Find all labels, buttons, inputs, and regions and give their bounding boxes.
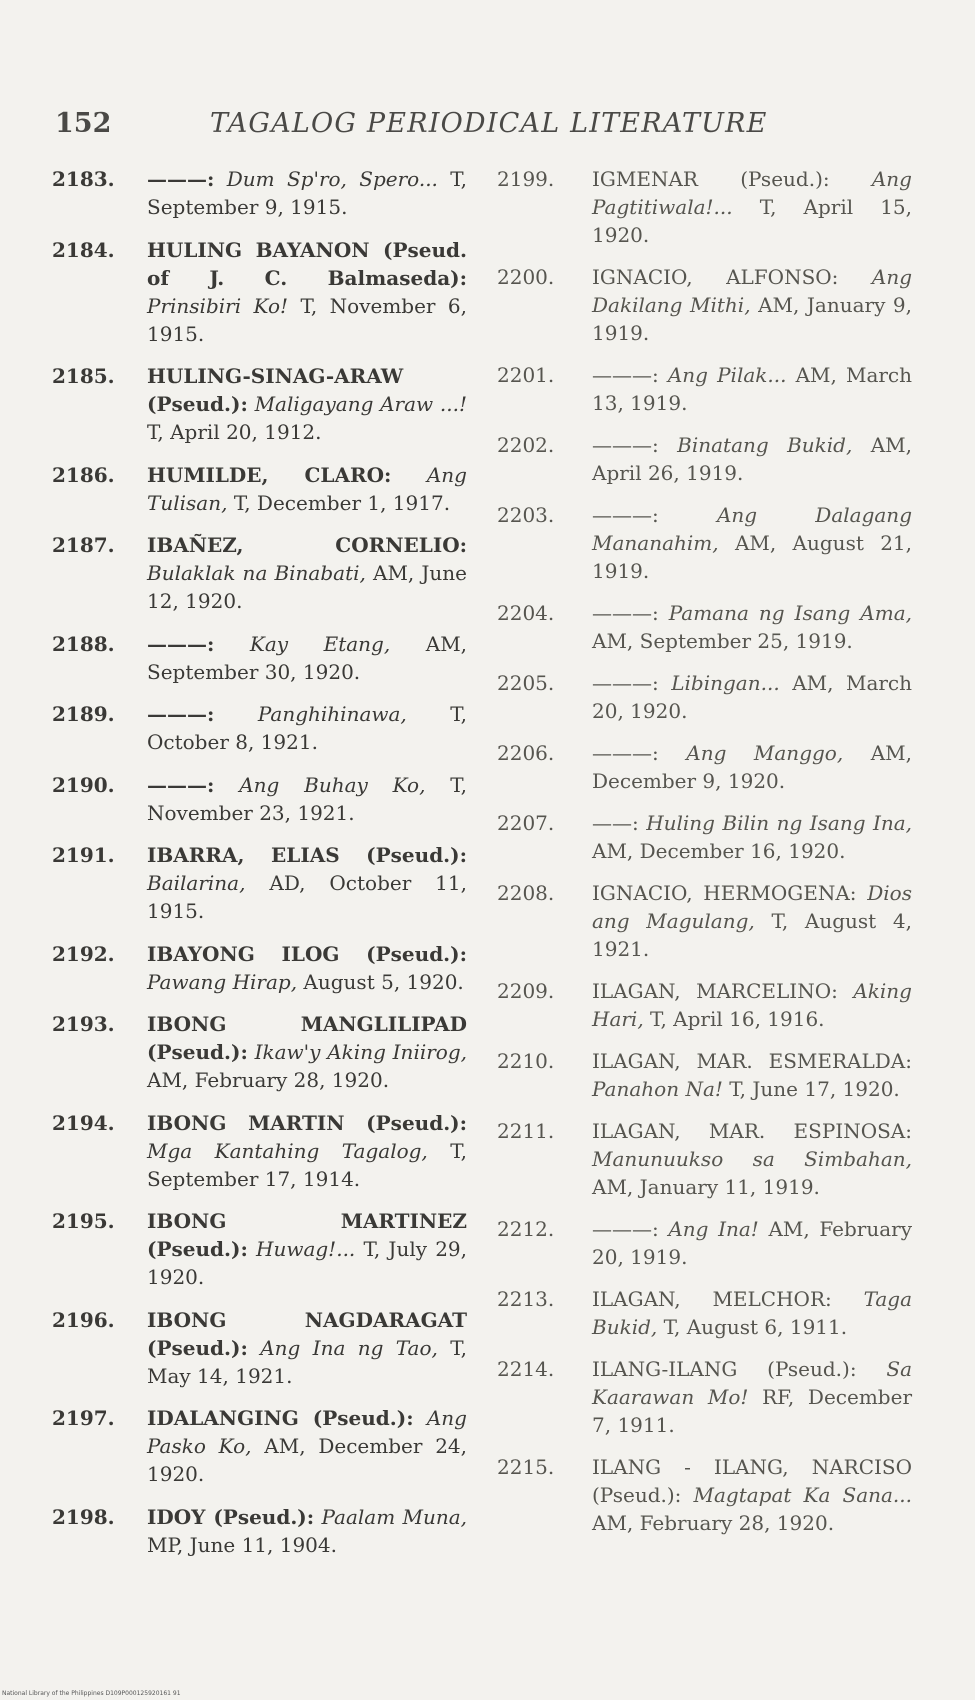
entry-author: ———:: [147, 167, 215, 191]
entry-text: [592, 669, 912, 725]
entry-text: [592, 361, 912, 417]
entry-title: Panahon Na!: [592, 1077, 723, 1101]
bibliography-entry: [497, 431, 912, 487]
entry-text: [147, 841, 467, 925]
entry-author: ———:: [592, 601, 659, 625]
bibliography-entry: [52, 771, 467, 827]
entry-text: [147, 940, 467, 996]
bibliography-entry: [52, 531, 467, 615]
bibliography-entry: [52, 940, 467, 996]
entry-title: Taga Bukid,: [592, 1287, 913, 1339]
bibliography-entry: [497, 1215, 912, 1271]
entry-author: ———:: [147, 702, 215, 726]
bibliography-entry: [497, 599, 912, 655]
entry-number: 2198.: [52, 1504, 115, 1529]
entry-source: T, September 17, 1914.: [147, 1138, 468, 1191]
entry-text: [592, 1047, 912, 1103]
entry-title: Ang Ina!: [668, 1217, 759, 1241]
entry-author: IBONG MARTINEZ (Pseud.):: [147, 1209, 467, 1261]
entry-text: [592, 739, 912, 795]
entry-title: Ang Tulisan,: [147, 462, 467, 515]
bibliography-entry: [497, 1047, 912, 1103]
entry-source: MP, June 11, 1904.: [147, 1532, 337, 1557]
entry-number: 2205.: [497, 671, 555, 695]
entry-title: Ang Pilak...: [667, 363, 787, 387]
bibliography-entry: [52, 841, 467, 925]
bibliography-entry: [497, 1117, 912, 1201]
bibliography-entry: [497, 1355, 912, 1439]
entry-source: T, December 1, 1917.: [233, 490, 451, 515]
entry-author: ILAGAN, MARCELINO:: [592, 979, 838, 1003]
entry-number: 2183.: [52, 167, 115, 191]
entry-text: [147, 165, 467, 221]
entry-source: AM, March 20, 1920.: [592, 671, 913, 723]
entry-author: IBARRA, ELIAS (Pseud.):: [147, 843, 467, 867]
entry-title: Panghihinawa,: [257, 702, 407, 726]
entry-source: T, October 8, 1921.: [147, 702, 467, 754]
entry-source: T, November 23, 1921.: [147, 772, 468, 825]
bibliography-entry: [52, 1010, 467, 1094]
left-column: [52, 165, 467, 1573]
entry-number: 2199.: [497, 167, 555, 191]
entry-text: [592, 263, 912, 347]
entry-author: ILAGAN, MAR. ESMERALDA:: [592, 1049, 912, 1073]
entry-source: AD, October 11, 1915.: [147, 871, 467, 923]
entry-source: RF, December 7, 1911.: [592, 1385, 913, 1437]
entry-title: Huling Bilin ng Isang Ina,: [646, 811, 913, 835]
bibliography-entry: [52, 1503, 467, 1559]
entry-source: T, September 9, 1915.: [147, 167, 468, 219]
bibliography-entry: [52, 1404, 467, 1488]
bibliography-entry: [52, 1207, 467, 1291]
entry-number: 2215.: [497, 1455, 555, 1479]
entry-author: IDOY (Pseud.):: [147, 1504, 315, 1529]
entry-text: [592, 879, 912, 963]
entry-title: Dios ang Magulang,: [592, 881, 912, 933]
entry-text: [147, 531, 467, 615]
entry-number: 2213.: [497, 1287, 555, 1311]
entry-author: ILAGAN, MAR. ESPINOSA:: [592, 1119, 912, 1143]
entry-source: T, April 16, 1916.: [650, 1007, 825, 1031]
entry-title: Dum Sp'ro, Spero...: [226, 167, 438, 191]
entry-text: [147, 236, 467, 348]
entry-number: 2202.: [497, 433, 555, 457]
entry-text: [147, 1109, 467, 1193]
entry-number: 2211.: [497, 1119, 555, 1143]
entry-number: 2210.: [497, 1049, 555, 1073]
bibliography-entry: [52, 362, 467, 446]
entry-text: [147, 700, 467, 756]
entry-title: Mga Kantahing Tagalog,: [147, 1138, 428, 1163]
entry-title: Ang Dakilang Mithi,: [592, 265, 913, 317]
entry-title: Ang Manggo,: [686, 741, 844, 765]
bibliography-entry: [52, 236, 467, 348]
entry-source: AM, February 28, 1920.: [147, 1068, 390, 1092]
bibliography-entry: [497, 1453, 912, 1537]
bibliography-entry: [497, 739, 912, 795]
entry-author: IGMENAR (Pseud.):: [592, 167, 830, 191]
entry-title: Ang Pasko Ko,: [147, 1406, 467, 1458]
entry-author: HUMILDE, CLARO:: [147, 462, 392, 487]
bibliography-entry: [497, 165, 912, 249]
entry-text: [592, 431, 912, 487]
entry-number: 2194.: [52, 1110, 115, 1135]
entry-source: AM, August 21, 1919.: [592, 531, 912, 583]
entry-source: T, July 29, 1920.: [147, 1237, 468, 1289]
bibliography-entry: [52, 1306, 467, 1390]
entry-source: August 5, 1920.: [303, 969, 464, 994]
entry-author: ———:: [592, 433, 659, 457]
entry-title: Ang Ina ng Tao,: [260, 1335, 438, 1360]
entry-source: AM, December 16, 1920.: [592, 839, 846, 863]
bibliography-entry: [497, 809, 912, 865]
entry-author: IBAÑEZ, CORNELIO:: [147, 533, 467, 557]
entry-author: ILAGAN, MELCHOR:: [592, 1287, 832, 1311]
entry-number: 2185.: [52, 364, 115, 388]
entry-title: Ang Pagtitiwala!...: [592, 167, 912, 219]
entry-source: AM, March 13, 1919.: [592, 363, 913, 415]
entry-source: AM, February 28, 1920.: [592, 1511, 835, 1535]
entry-source: AM, December 9, 1920.: [592, 741, 912, 793]
entry-author: IBONG NAGDARAGAT (Pseud.):: [147, 1307, 467, 1360]
entry-text: [592, 1285, 912, 1341]
entry-text: [592, 1355, 912, 1439]
entry-number: 2195.: [52, 1209, 115, 1233]
entry-title: Libingan...: [671, 671, 780, 695]
entry-title: Ang Dalagang Mananahim,: [592, 503, 912, 555]
bibliography-entry: [497, 501, 912, 585]
bibliography-entry: [52, 165, 467, 221]
entry-text: [147, 630, 467, 686]
entry-title: Kay Etang,: [249, 631, 391, 656]
entry-text: [592, 977, 912, 1033]
entry-author: ILANG - ILANG, NARCISO (Pseud.):: [592, 1455, 912, 1507]
entry-number: 2209.: [497, 979, 555, 1003]
entry-title: Binatang Bukid,: [677, 433, 853, 457]
entry-text: [147, 771, 467, 827]
bibliography-entry: [52, 1109, 467, 1193]
entry-source: T, August 6, 1911.: [663, 1315, 848, 1339]
entry-number: 2208.: [497, 881, 555, 905]
running-title: TAGALOG PERIODICAL LITERATURE: [210, 108, 768, 139]
entry-author: HULING BAYANON (Pseud. of J. C. Balmaseda):: [147, 237, 467, 290]
entry-source: AM, September 25, 1919.: [592, 629, 853, 653]
entry-title: Paalam Muna,: [321, 1504, 467, 1529]
entry-text: [592, 1117, 912, 1201]
entry-title: Maligayang Araw ...!: [254, 392, 468, 416]
footer-credit: National Library of the Philippines D109P000125920161 91: [2, 1690, 181, 1697]
entry-text: [592, 1215, 912, 1271]
entry-title: Magtapat Ka Sana...: [693, 1483, 913, 1507]
bibliography-entry: [497, 361, 912, 417]
entry-source: T, April 15, 1920.: [592, 195, 912, 247]
entry-author: IBONG MANGLILIPAD (Pseud.):: [147, 1012, 467, 1064]
entry-number: 2187.: [52, 533, 115, 557]
bibliography-entry: [497, 263, 912, 347]
entry-title: Pamana ng Isang Ama,: [668, 601, 912, 625]
entry-source: T, April 20, 1912.: [147, 420, 322, 444]
entry-author: HULING-SINAG-ARAW (Pseud.):: [147, 364, 404, 416]
entry-source: T, June 17, 1920.: [729, 1077, 900, 1101]
entry-text: [147, 1503, 467, 1559]
entry-source: AM, June 12, 1920.: [147, 561, 467, 613]
entry-title: Pawang Hirap,: [147, 969, 298, 994]
entry-author: ILANG-ILANG (Pseud.):: [592, 1357, 857, 1381]
entry-author: IGNACIO, ALFONSO:: [592, 265, 839, 289]
entry-source: AM, September 30, 1920.: [147, 631, 468, 684]
entry-text: [592, 501, 912, 585]
bibliography-entry: [497, 879, 912, 963]
entry-text: [147, 1306, 467, 1390]
entry-text: [592, 809, 912, 865]
entry-number: 2207.: [497, 811, 555, 835]
entry-source: AM, January 11, 1919.: [592, 1175, 820, 1199]
entry-author: IBAYONG ILOG (Pseud.):: [147, 941, 467, 966]
entry-number: 2204.: [497, 601, 555, 625]
entry-source: AM, February 20, 1919.: [592, 1217, 912, 1269]
entry-source: T, May 14, 1921.: [147, 1335, 468, 1388]
entry-author: ———:: [592, 741, 659, 765]
entry-author: ———:: [592, 1217, 659, 1241]
entry-number: 2201.: [497, 363, 555, 387]
entry-number: 2200.: [497, 265, 555, 289]
entry-title: Manunuukso sa Simbahan,: [592, 1147, 912, 1171]
entry-title: Bailarina,: [147, 871, 246, 895]
entry-text: [147, 1207, 467, 1291]
bibliography-entry: [52, 461, 467, 517]
bibliography-entry: [52, 630, 467, 686]
entry-author: ——:: [592, 811, 639, 835]
entry-title: Huwag!...: [256, 1237, 356, 1261]
entry-title: Sa Kaarawan Mo!: [592, 1357, 913, 1409]
entry-author: ———:: [592, 503, 659, 527]
entry-text: [147, 1404, 467, 1488]
entry-number: 2214.: [497, 1357, 555, 1381]
entry-text: [592, 1453, 912, 1537]
entry-author: IGNACIO, HERMOGENA:: [592, 881, 857, 905]
entry-number: 2189.: [52, 702, 115, 726]
entry-source: AM, December 24, 1920.: [147, 1434, 467, 1486]
entry-text: [147, 1010, 467, 1094]
entry-author: IBONG MARTIN (Pseud.):: [147, 1110, 467, 1135]
entry-number: 2186.: [52, 462, 115, 487]
entry-number: 2193.: [52, 1012, 115, 1036]
entry-number: 2212.: [497, 1217, 555, 1241]
entry-number: 2206.: [497, 741, 555, 765]
page-number: 152: [55, 108, 112, 139]
entry-text: [147, 461, 467, 517]
bibliography-entry: [52, 700, 467, 756]
entry-number: 2191.: [52, 843, 115, 867]
bibliography-entry: [497, 669, 912, 725]
entry-title: Ikaw'y Aking Iniirog,: [254, 1040, 467, 1064]
entry-text: [592, 165, 912, 249]
entry-source: T, August 4, 1921.: [592, 909, 912, 961]
entry-author: ———:: [147, 772, 215, 797]
entry-author: ———:: [592, 363, 659, 387]
bibliography-entry: [497, 1285, 912, 1341]
bibliography-entry: [497, 977, 912, 1033]
entry-title: Prinsibiri Ko!: [147, 293, 289, 318]
entry-author: IDALANGING (Pseud.):: [147, 1406, 414, 1430]
entry-number: 2192.: [52, 941, 115, 966]
entry-number: 2188.: [52, 631, 115, 656]
entry-number: 2190.: [52, 772, 115, 797]
entry-number: 2197.: [52, 1406, 115, 1430]
entry-title: Bulaklak na Binabati,: [147, 561, 366, 585]
right-column: [497, 165, 912, 1551]
entry-title: Ang Buhay Ko,: [239, 772, 426, 797]
entry-source: T, November 6, 1915.: [147, 293, 468, 346]
entry-number: 2196.: [52, 1307, 115, 1332]
entry-number: 2184.: [52, 237, 115, 262]
entry-text: [147, 362, 467, 446]
entry-source: AM, January 9, 1919.: [592, 293, 912, 345]
entry-author: ———:: [147, 631, 215, 656]
entry-text: [592, 599, 912, 655]
page-header: [55, 108, 915, 148]
entry-source: AM, April 26, 1919.: [592, 433, 912, 485]
entry-title: Aking Hari,: [592, 979, 912, 1031]
entry-author: ———:: [592, 671, 659, 695]
entry-number: 2203.: [497, 503, 555, 527]
